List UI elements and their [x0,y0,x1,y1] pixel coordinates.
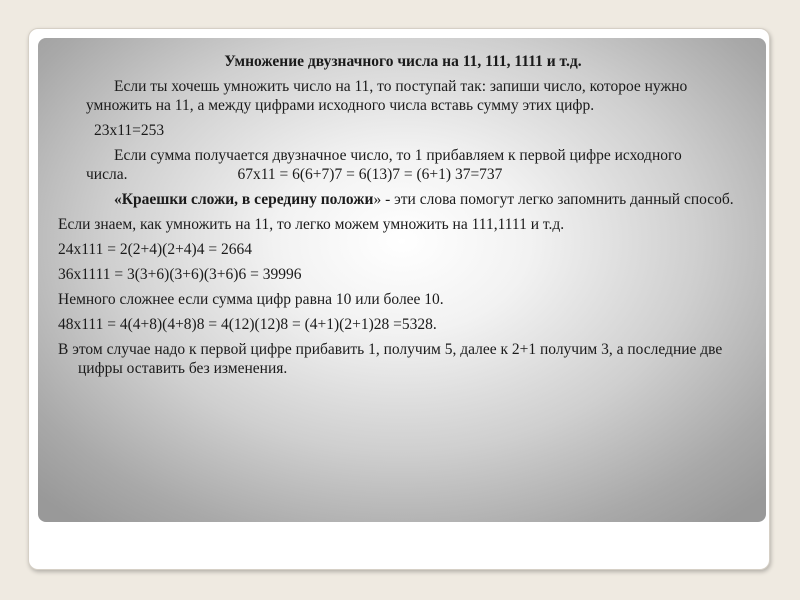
two-digit-sum-text: Если сумма получается двузначное число, то 1 прибавляем к первой цифре исходного числа. [86,147,682,183]
example-36x1111: 36х1111 = 3(3+6)(3+6)(3+6)6 = 39996 [58,266,302,283]
example-67x11: 67х11 = 6(6+7)7 = 6(13)7 = (6+1) 37=737 [237,166,503,183]
slide-content [58,52,748,384]
mnemonic-paragraph [58,190,748,209]
mnemonic-phrase: «Краешки сложи, в середину положи [114,191,374,208]
harder-case-explanation: В этом случае надо к первой цифре прибавить 1, получим 5, далее к 2+1 получим 3, а последние две цифры оставить без изменения. [58,341,723,377]
example-24x111: 24х111 = 2(2+4)(2+4)4 = 2664 [58,241,252,258]
extension-line: Если знаем, как умножить на 11, то легко можем умножить на 111,1111 и т.д. [58,216,565,233]
rule-paragraph: Если ты хочешь умножить число на 11, то поступай так: запиши число, которое нужно умножить на 11, а между цифрами исходного числа вставь сумму этих цифр. [86,78,688,114]
two-digit-sum-paragraph [58,146,748,184]
mnemonic-explanation: » - эти слова помогут легко запомнить данный способ. [373,191,734,208]
example-48x111: 48х111 = 4(4+8)(4+8)8 = 4(12)(12)8 = (4+1)(2+1)28 =5328. [58,316,437,333]
harder-case-line: Немного сложнее если сумма цифр равна 10 или более 10. [58,291,444,308]
slide-title: Умножение двузначного числа на 11, 111, 1111 и т.д. [224,53,582,70]
example-23x11: 23х11=253 [94,122,165,139]
